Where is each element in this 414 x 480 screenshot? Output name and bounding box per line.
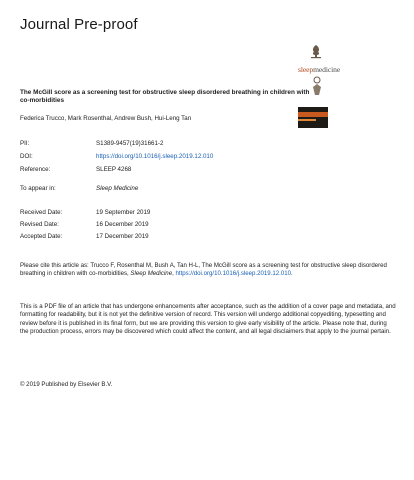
reference-value: SLEEP 4268 [96,166,132,173]
cover-image [298,107,328,128]
article-authors: Federica Trucco, Mark Rosenthal, Andrew Bush, Hui-Leng Tan [20,115,192,122]
citation-end: . [291,270,293,278]
article-title: The McGill score as a screening test for obstructive sleep disordered breathing in children with co-morbidities [20,89,310,105]
citation-text: Please cite this article as: Trucco F, Rosenthal M, Bush A, Tan H-L, The McGill score as a screening test for obstructive sleep disordered breathing in children with co-morbidities, [20,262,387,278]
meta-received [20,209,150,216]
meta-reference [20,166,131,173]
revised-value: 16 December 2019 [96,221,149,228]
accepted-value: 17 December 2019 [96,233,149,240]
citation-paragraph [20,262,396,279]
pii-label: PII: [20,140,30,147]
meta-revised [20,221,149,228]
journal-cover [298,44,376,128]
brand-medicine: medicine [313,65,341,74]
revised-label: Revised Date: [20,221,59,228]
meta-accepted [20,233,149,240]
meta-doi [20,153,213,160]
elsevier-tree-logo-icon [310,44,322,59]
received-value: 19 September 2019 [96,209,151,216]
journal-brand [298,65,340,74]
disclaimer-paragraph: This is a PDF file of an article that has undergone enhancements after acceptance, such as the addition of a cover page and metadata, and formatting for readability, but it is not yet the definitive version of record. This version will undergo additional copyediting, typesetting and review before it is published in its final form, but we are providing this version to give early visibility of the article. Please note that, during the production process, errors may be discovered which could affect the content, and all legal disclaimers that apply to the journal pertain. [20,303,396,335]
page-header: Journal Pre-proof [20,16,138,33]
citation-doi-link[interactable]: https://doi.org/10.1016/j.sleep.2019.12.010 [175,270,292,278]
doi-label: DOI: [20,153,33,160]
reference-label: Reference: [20,166,51,173]
appear-label: To appear in: [20,185,56,192]
copyright-notice: © 2019 Published by Elsevier B.V. [20,381,113,388]
appear-value: Sleep Medicine [96,185,139,192]
pii-value: S1389-9457(19)31661-2 [96,140,164,147]
citation-sep: , [172,270,176,278]
accepted-label: Accepted Date: [20,233,63,240]
citation-journal: Sleep Medicine [130,270,173,278]
received-label: Received Date: [20,209,63,216]
brand-sleep: sleep [298,65,314,74]
meta-appear-in [20,185,138,192]
meta-pii [20,140,163,147]
doi-link[interactable]: https://doi.org/10.1016/j.sleep.2019.12.010 [96,153,214,160]
